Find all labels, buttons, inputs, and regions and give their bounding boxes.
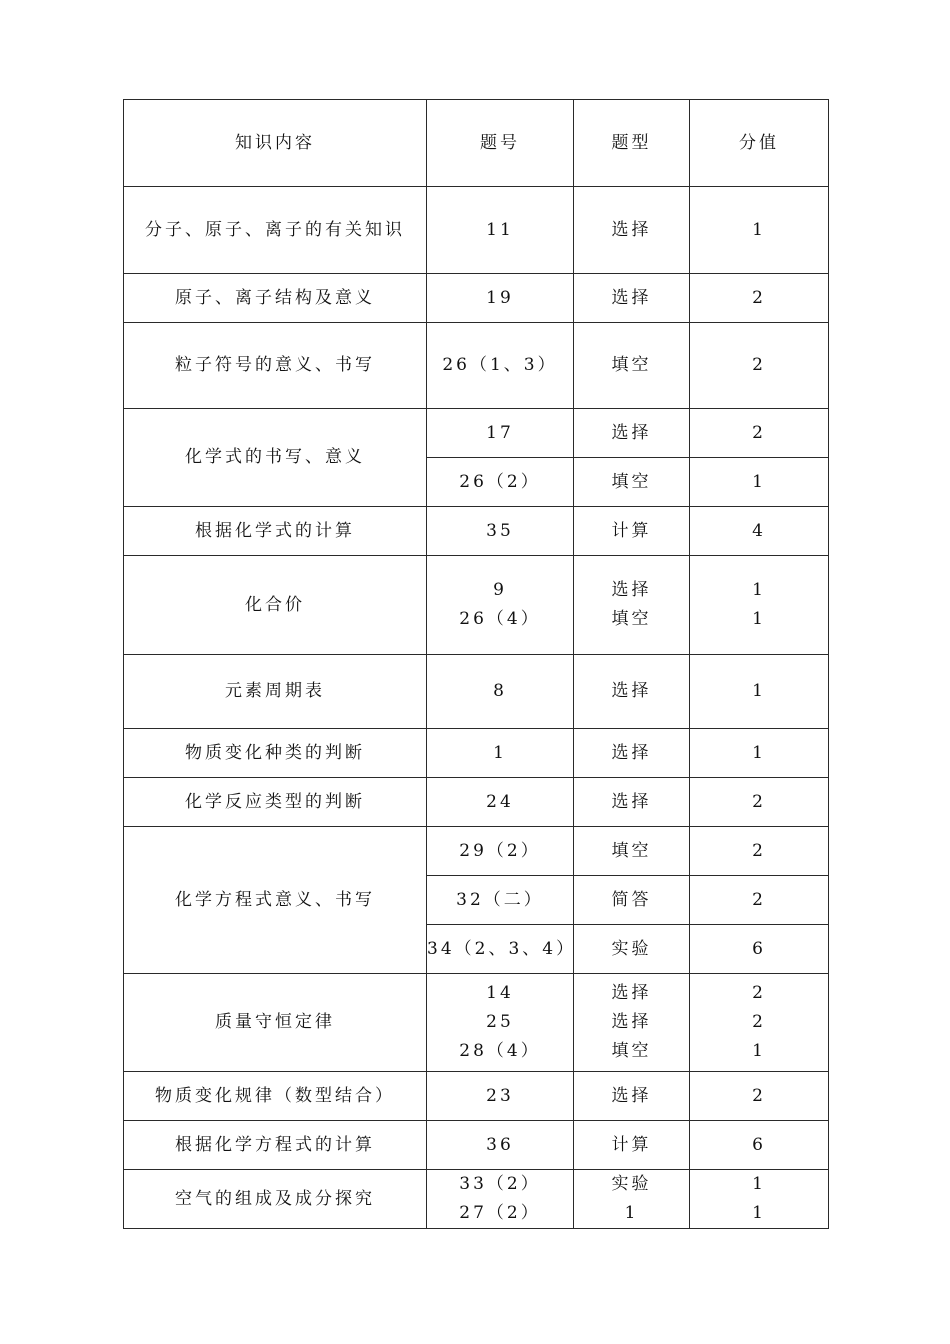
question-number: 11	[427, 187, 574, 274]
topic-cell: 粒子符号的意义、书写	[124, 323, 427, 409]
topic-cell: 化学式的书写、意义	[124, 409, 427, 507]
score-value: 2	[690, 1072, 829, 1121]
question-type: 填空	[611, 609, 652, 629]
topic-cell: 质量守恒定律	[124, 974, 427, 1072]
table-row	[124, 1121, 829, 1170]
question-type: 选择	[574, 1072, 690, 1121]
topic-cell: 物质变化规律（数型结合）	[124, 1072, 427, 1121]
score-value: 4	[690, 507, 829, 556]
score-value: 1	[752, 1174, 766, 1194]
topic-cell: 化合价	[124, 556, 427, 655]
question-type: 填空	[574, 827, 690, 876]
header-row	[124, 100, 829, 187]
table-row	[124, 274, 829, 323]
question-number: 17	[427, 409, 574, 458]
question-number: 25	[486, 1012, 514, 1032]
question-number: 9	[493, 580, 507, 600]
score-value: 1	[690, 187, 829, 274]
score-value: 1	[690, 458, 829, 507]
question-type: 选择	[574, 655, 690, 729]
score-list	[690, 974, 829, 1072]
question-type: 选择	[574, 729, 690, 778]
table-row	[124, 409, 829, 458]
score-list	[690, 556, 829, 655]
score-value: 2	[752, 983, 766, 1003]
topic-cell: 分子、原子、离子的有关知识	[124, 187, 427, 274]
table-row	[124, 974, 829, 1072]
score-value: 2	[690, 827, 829, 876]
question-number: 28（4）	[459, 1041, 541, 1061]
topic-cell: 化学反应类型的判断	[124, 778, 427, 827]
table-row	[124, 1170, 829, 1229]
question-type: 填空	[574, 458, 690, 507]
question-type: 选择	[611, 1012, 652, 1032]
question-type: 计算	[574, 507, 690, 556]
knowledge-table	[123, 99, 829, 1229]
header-topic: 知识内容	[124, 100, 427, 187]
question-type: 选择	[611, 580, 652, 600]
question-type-list	[574, 974, 690, 1072]
question-number: 33（2）	[459, 1174, 541, 1194]
score-value: 2	[690, 778, 829, 827]
topic-cell: 根据化学式的计算	[124, 507, 427, 556]
score-value: 1	[752, 1041, 766, 1061]
table-row	[124, 827, 829, 876]
question-number: 23	[427, 1072, 574, 1121]
header-number: 题号	[427, 100, 574, 187]
question-number-list	[427, 1170, 574, 1229]
topic-cell: 元素周期表	[124, 655, 427, 729]
question-number: 1	[427, 729, 574, 778]
score-value: 6	[690, 1121, 829, 1170]
question-type: 选择	[574, 187, 690, 274]
table-row	[124, 655, 829, 729]
topic-cell: 化学方程式意义、书写	[124, 827, 427, 974]
question-type: 选择	[611, 983, 652, 1003]
question-number: 34（2、3、4）	[427, 925, 574, 974]
score-value: 2	[752, 1012, 766, 1032]
score-value: 1	[690, 729, 829, 778]
question-number: 26（2）	[427, 458, 574, 507]
question-type: 实验	[611, 1174, 652, 1194]
score-value: 2	[690, 274, 829, 323]
question-type-list	[574, 1170, 690, 1229]
question-type: 填空	[574, 323, 690, 409]
question-number-list	[427, 556, 574, 655]
question-type-list	[574, 556, 690, 655]
topic-cell: 根据化学方程式的计算	[124, 1121, 427, 1170]
score-value: 1	[752, 1203, 766, 1223]
header-type: 题型	[574, 100, 690, 187]
question-number: 24	[427, 778, 574, 827]
header-score: 分值	[690, 100, 829, 187]
question-type: 计算	[574, 1121, 690, 1170]
score-value: 1	[690, 655, 829, 729]
score-value: 2	[690, 876, 829, 925]
question-number: 26（4）	[459, 609, 541, 629]
table-row	[124, 729, 829, 778]
question-number: 14	[486, 983, 514, 1003]
question-number: 32（二）	[427, 876, 574, 925]
question-number: 19	[427, 274, 574, 323]
question-number: 8	[427, 655, 574, 729]
question-type: 1	[624, 1203, 639, 1223]
score-value: 6	[690, 925, 829, 974]
table-row	[124, 507, 829, 556]
topic-cell: 空气的组成及成分探究	[124, 1170, 427, 1229]
table-row	[124, 323, 829, 409]
question-type: 实验	[574, 925, 690, 974]
score-value: 1	[752, 609, 766, 629]
question-type: 选择	[574, 778, 690, 827]
score-list	[690, 1170, 829, 1229]
score-value: 2	[690, 323, 829, 409]
question-number: 27（2）	[459, 1203, 541, 1223]
question-number: 36	[427, 1121, 574, 1170]
question-number: 26（1、3）	[427, 323, 574, 409]
topic-cell: 物质变化种类的判断	[124, 729, 427, 778]
question-number: 35	[427, 507, 574, 556]
question-type: 选择	[574, 274, 690, 323]
table-row	[124, 556, 829, 655]
table-row	[124, 187, 829, 274]
question-type: 填空	[611, 1041, 652, 1061]
score-value: 1	[752, 580, 766, 600]
question-number: 29（2）	[427, 827, 574, 876]
table-row	[124, 1072, 829, 1121]
table-row	[124, 778, 829, 827]
score-value: 2	[690, 409, 829, 458]
question-type: 简答	[574, 876, 690, 925]
question-number-list	[427, 974, 574, 1072]
question-type: 选择	[574, 409, 690, 458]
topic-cell: 原子、离子结构及意义	[124, 274, 427, 323]
